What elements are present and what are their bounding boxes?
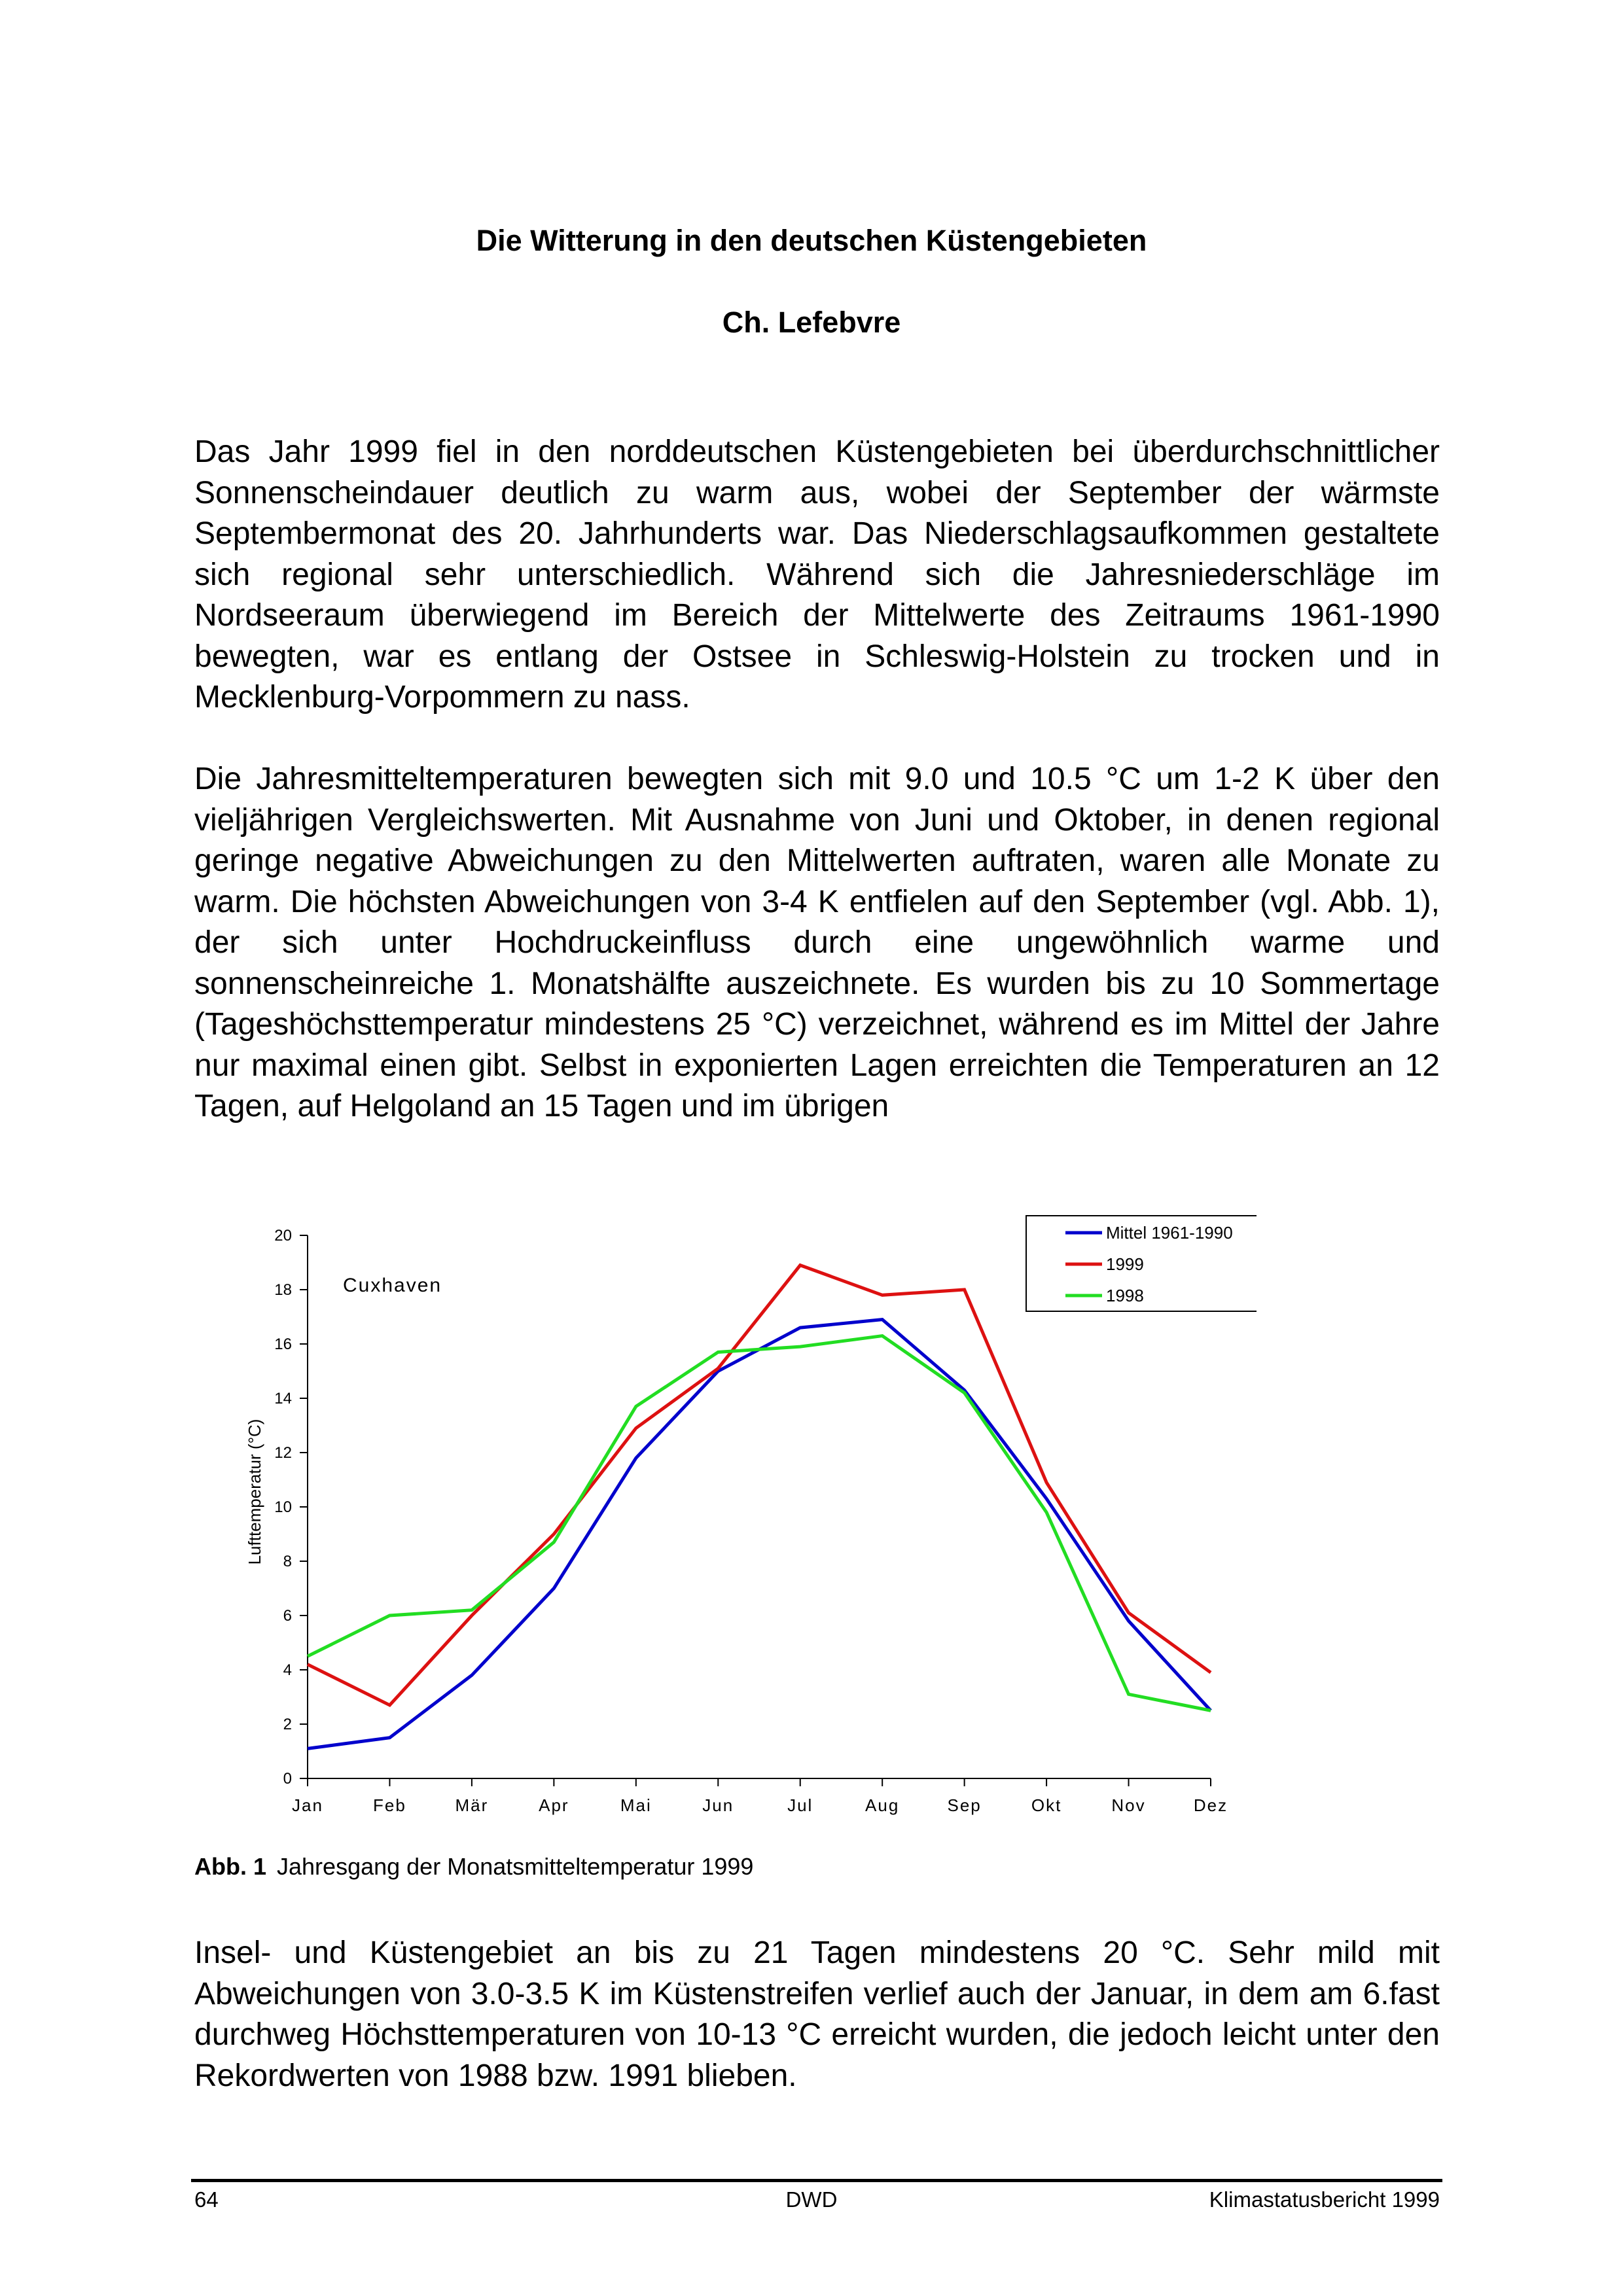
paragraph-2: Die Jahresmitteltemperaturen bewegten sich mit 9.0 und 10.5 °C um 1-2 K über den vieljährigen Vergleichswerten. Mit Ausnahme von Juni und Oktober, in denen regional geringe negative Abweichungen zu den Mittelwerten auftraten, waren alle Monate zu warm. Die höchsten Abweichungen von 3-4 K entfielen auf den September (vgl. Abb. 1), der sich unter Hochdruckeinfluss durch eine ungewöhnlich warme und sonnenscheinreiche 1. Monatshälfte auszeichnete. Es wurden bis zu 10 Sommertage (Tageshöchsttemperatur mindestens 25 °C) verzeichnet, während es im Mittel der Jahre nur maximal einen gibt. Selbst in exponierten Lagen erreichten die Temperaturen an 12 Tagen, auf Helgoland an 15 Tagen und im übrigen <box>194 762 1440 1123</box>
footer-publication: Klimastatusbericht 1999 <box>1209 2187 1440 2212</box>
chart-annotation-location: Cuxhaven <box>343 1275 442 1296</box>
x-tick-label: Feb <box>373 1795 406 1815</box>
caption-text: Jahresgang der Monatsmitteltemperatur 1999 <box>277 1853 754 1880</box>
x-tick-label: Aug <box>865 1795 900 1815</box>
y-tick-label: 18 <box>274 1281 292 1299</box>
footer-divider <box>191 2179 1442 2182</box>
legend-entry-label: 1998 <box>1106 1286 1144 1305</box>
x-tick-label: Jan <box>292 1795 323 1815</box>
paragraph-3: Insel- und Küstengebiet an bis zu 21 Tagen mindestens 20 °C. Sehr mild mit Abweichungen von 3.0-3.5 K im Küstenstreifen verlief auch der Januar, in dem am 6.fast durchweg Höchsttemperaturen von 10-13 °C erreicht wurden, die jedoch leicht unter den Rekordwerten von 1988 bzw. 1991 blieben. <box>194 1935 1440 2093</box>
author-name: Ch. Lefebvre <box>722 306 901 339</box>
footer-publisher: DWD <box>785 2187 838 2212</box>
figure-caption <box>194 1855 753 1879</box>
series-line-1 <box>308 1265 1211 1705</box>
paragraph-1: Das Jahr 1999 fiel in den norddeutschen Küstengebieten bei überdurchschnittlicher Sonnenscheindauer deutlich zu warm aus, wobei der September der wärmste Septembermonat des 20. Jahrhunderts war. Das Niederschlagsaufkommen gestaltete sich regional sehr unterschiedlich. Während sich die Jahresniederschläge im Nordseeraum überwiegend im Bereich der Mittelwerte des Zeitraums 1961-1990 bewegten, war es entlang der Ostsee in Schleswig-Holstein zu trocken und in Mecklenburg-Vorpommern zu nass. <box>194 434 1440 715</box>
y-tick-label: 4 <box>283 1661 292 1679</box>
temperature-line-chart <box>236 1204 1257 1832</box>
document-title: Die Witterung in den deutschen Küstengebieten <box>476 224 1147 257</box>
y-tick-label: 14 <box>274 1390 292 1407</box>
x-tick-label: Mai <box>620 1795 652 1815</box>
y-tick-label: 12 <box>274 1444 292 1462</box>
y-tick-label: 2 <box>283 1716 292 1733</box>
chart-legend <box>1026 1216 1257 1311</box>
x-tick-label: Jun <box>702 1795 734 1815</box>
chart-y-axis-label: Lufttemperatur (°C) <box>245 1419 264 1565</box>
y-tick-label: 16 <box>274 1335 292 1353</box>
series-line-0 <box>308 1320 1211 1749</box>
x-tick-label: Mär <box>455 1795 489 1815</box>
figure-temperature-chart <box>236 1204 1257 1832</box>
series-line-2 <box>308 1336 1211 1711</box>
footer-page-number: 64 <box>194 2187 219 2212</box>
legend-entry-label: Mittel 1961-1990 <box>1106 1223 1233 1243</box>
chart-ticks <box>274 1227 1228 1815</box>
x-tick-label: Apr <box>539 1795 569 1815</box>
caption-label: Abb. 1 <box>194 1853 267 1880</box>
y-tick-label: 20 <box>274 1227 292 1245</box>
y-tick-label: 6 <box>283 1607 292 1625</box>
chart-series <box>308 1265 1211 1749</box>
x-tick-label: Nov <box>1111 1795 1146 1815</box>
legend-entry-label: 1999 <box>1106 1254 1144 1274</box>
x-tick-label: Sep <box>947 1795 982 1815</box>
x-tick-label: Okt <box>1031 1795 1062 1815</box>
y-tick-label: 10 <box>274 1498 292 1516</box>
x-tick-label: Jul <box>787 1795 813 1815</box>
x-tick-label: Dez <box>1193 1795 1228 1815</box>
y-tick-label: 8 <box>283 1553 292 1570</box>
y-tick-label: 0 <box>283 1770 292 1788</box>
